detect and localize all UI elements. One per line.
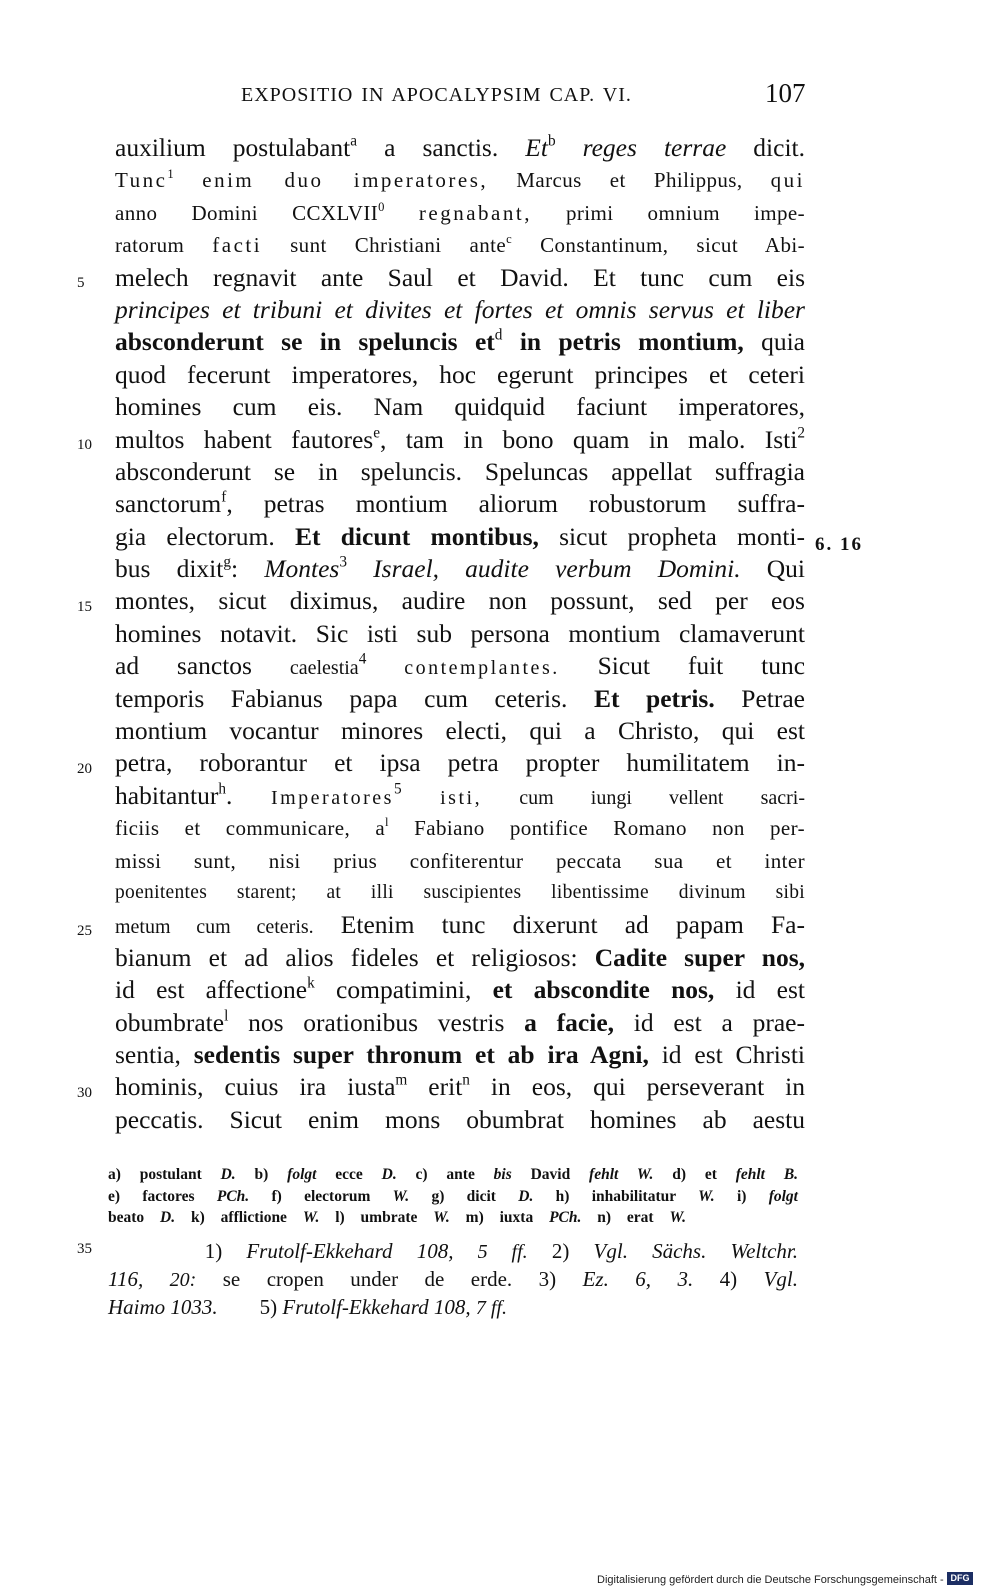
text-line-13: gia electorum. Et dicunt montibus, sicut propheta monti- [115,521,806,551]
text-line-24: poenitentes starent; at illi suscipientes libentissime divinum sibi [115,881,805,903]
text-line-4: ratorum facti sunt Christiani ante$^c$ Constantinum, sicut Abi- [115,232,805,258]
text-line-15: montes, sicut diximus, audire non possunt, sed per eos [115,586,805,616]
note-line-3: Haimo 1033. 5) Frutolf-Ekkehard 108, 7 ff. [108,1295,507,1319]
page-number: 107 [765,78,806,108]
text-line-14: bus dixit$^g$: Montes$^3$ Israel, audite verbum Domini. Qui [115,553,806,584]
apparatus-line-1: a) postulant D. b) folgt ecce D. c) ante bis David fehlt W. d) et fehlt B. [108,1166,799,1183]
body-text [115,132,805,1136]
line-number-30: 30 [77,1085,92,1101]
text-line-21: habitantur$^h$. Imperatores$^5$ isti, cum iungi vellent sacri- [115,780,806,810]
line-number-10: 10 [77,437,92,453]
text-line-20: petra, roborantur et ipsa petra propter humilitatem in- [115,748,805,778]
margin-reference: 6. 16 [815,534,863,555]
text-line-6: principes et tribuni et divites et fortes et omnis servus et liber [115,294,805,324]
text-line-19: montium vocantur minores electi, qui a Christo, qui est [115,716,805,746]
text-line-5: melech regnavit ante Saul et David. Et tunc cum eis [115,262,805,292]
line-number-35: 35 [77,1241,92,1257]
line-number-20: 20 [77,761,92,777]
running-head: EXPOSITIO IN APOCALYPSIM CAP. VI. [241,84,632,106]
critical-apparatus [108,1164,798,1229]
text-line-27: id est affectione$^k$ compatimini, et abscondite nos, id est [115,974,805,1005]
line-number-15: 15 [77,599,92,615]
text-line-26: bianum et ad alios fideles et religiosos: Cadite super nos, [115,942,805,972]
text-line-30: hominis, cuius ira iusta$^m$ erit$^n$ in eos, qui perseverant in [115,1071,806,1102]
line-number-5: 5 [77,275,85,291]
text-line-10: multos habent fautores$^e$, tam in bono quam in malo. Isti$^2$ [115,423,806,454]
note-line-1: 1) Frutolf-Ekkehard 108, 5 ff. 2) Vgl. Sächs. Weltchr. [204,1239,798,1263]
source-notes [108,1237,798,1321]
text-line-7: absconderunt se in speluncis $et^d$ in petris montium, quia [115,326,805,357]
text-line-8: quod fecerunt imperatores, hoc egerunt principes et ceteri [115,359,805,389]
text-line-25: metum cum ceteris. Etenim tunc dixerunt ad papam Fa- [115,910,805,940]
text-line-11: absconderunt se in speluncis. Speluncas appellat suffragia [115,456,805,486]
text-line-17: ad sanctos caelestia$^4$ contemplantes. Sicut fuit tunc [115,650,806,681]
text-line-3: anno Domini CCXLVII$^0$ regnabant, primi omnium impe- [115,199,805,225]
dfg-logo: DFG [947,1572,973,1585]
digitization-credit: Digitalisierung gefördert durch die Deutsche Forschungsgemeinschaft - [597,1574,944,1586]
apparatus-line-3: beato D. k) afflictione W. l) umbrate W. m) iuxta PCh. n) erat W. [108,1209,686,1226]
line-number-25: 25 [77,923,92,939]
apparatus-line-2: e) factores PCh. f) electorum W. g) dicit D. h) inhabilitatur W. i) folgt [108,1187,798,1205]
text-line-1: auxilium postulabant$^a$ a sanctis. Et$^b$ reges terrae dicit. [115,132,805,162]
text-line-18: temporis Fabianus papa cum ceteris. Et petris. Petrae [115,683,805,713]
text-line-23: missi sunt, nisi prius confiterentur peccata sua et inter [115,848,805,873]
note-line-2: 116, 20: se cropen under de erde. 3) Ez. 6, 3. 4) Vgl. [108,1267,799,1291]
text-line-28: obumbrate$^l$ nos orationibus vestris a facie, id est a prae- [115,1006,805,1037]
text-line-2: Tunc$^1$ enim duo imperatores, Marcus et Philippus, qui [115,167,805,193]
text-line-12: sanctorum$^f$, petras montium aliorum robustorum suffra- [115,488,805,519]
text-line-22: ficiis et communicare, $a^l$ Fabiano pontifice Romano non per- [115,815,805,841]
text-line-16: homines notavit. Sic isti sub persona montium clamaverunt [115,618,805,648]
text-line-9: homines cum eis. Nam quidquid faciunt imperatores, [115,392,805,422]
text-line-29: sentia, sedentis super thronum et ab ira Agni, id est Christi [115,1039,805,1069]
text-line-31: peccatis. Sicut enim mons obumbrat homines ab aestu [115,1104,805,1134]
